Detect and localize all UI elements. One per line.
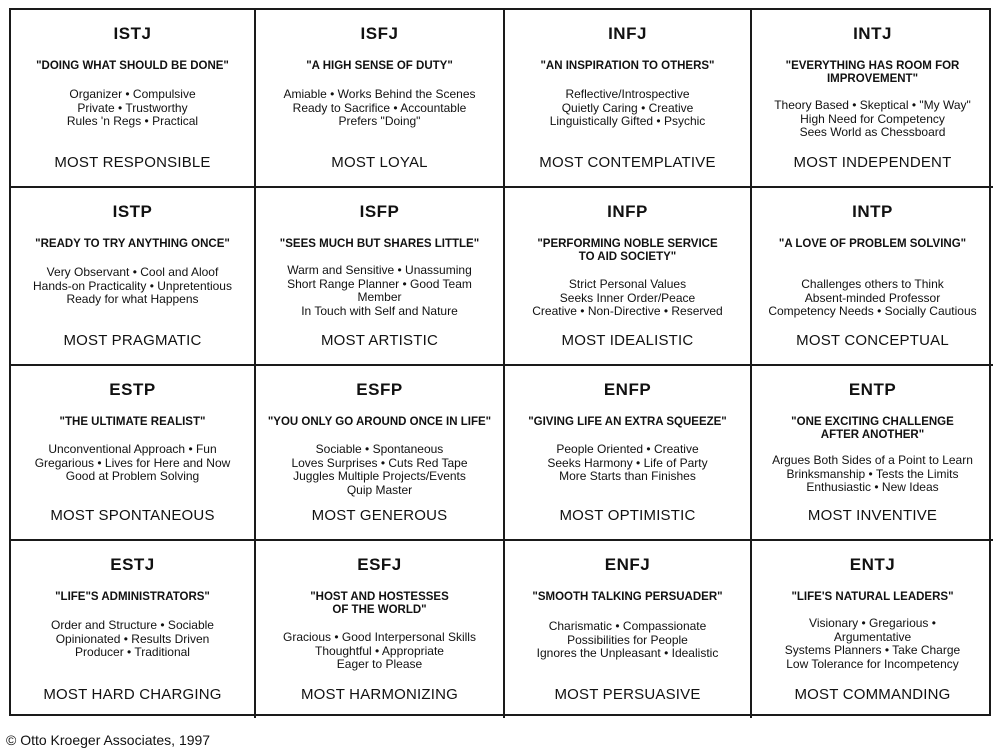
motto-line: "GIVING LIFE AN EXTRA SQUEEZE"	[528, 416, 727, 428]
trait-line: Good at Problem Solving	[65, 469, 200, 483]
type-code: ESFJ	[357, 555, 402, 574]
type-superlative: MOST INVENTIVE	[807, 507, 938, 524]
trait-line: Quip Master	[346, 482, 413, 497]
type-superlative: MOST PERSUASIVE	[554, 686, 701, 703]
type-code: INTP	[852, 202, 893, 221]
motto-line: "READY TO TRY ANYTHING ONCE"	[35, 238, 230, 250]
trait-line: Systems Planners • Take Charge	[784, 643, 961, 657]
trait-line: Argues Both Sides of a Point to Learn	[772, 453, 973, 467]
type-code: ISTP	[112, 202, 153, 221]
trait-line: Brinksmanship • Tests the Limits	[786, 466, 959, 481]
type-motto	[15, 238, 250, 251]
trait-line: Creative • Non-Directive • Reserved	[532, 304, 723, 318]
type-superlative: MOST IDEALISTIC	[561, 332, 694, 349]
type-code: ISTJ	[113, 24, 152, 43]
trait-line: Ignores the Unpleasant • Idealistic	[536, 646, 719, 660]
motto-line: "PERFORMING NOBLE SERVICE	[537, 238, 718, 250]
motto-line: "SMOOTH TALKING PERSUADER"	[532, 591, 723, 603]
trait-line: Seeks Inner Order/Peace	[559, 290, 696, 305]
type-cell	[505, 10, 752, 188]
type-code: ESFP	[356, 380, 403, 399]
type-code: INTJ	[853, 24, 892, 43]
motto-line: "SEES MUCH BUT SHARES LITTLE"	[279, 238, 480, 250]
motto-line: "AN INSPIRATION TO OTHERS"	[540, 60, 715, 72]
trait-line: Quietly Caring • Creative	[561, 100, 694, 115]
type-motto	[260, 60, 499, 73]
motto-line: "DOING WHAT SHOULD BE DONE"	[36, 60, 229, 72]
trait-line: Warm and Sensitive • Unassuming	[287, 263, 472, 277]
trait-line: Seeks Harmony • Life of Party	[547, 455, 708, 470]
type-superlative: MOST CONTEMPLATIVE	[539, 154, 716, 171]
personality-type-grid	[9, 8, 991, 716]
type-motto	[509, 416, 746, 429]
trait-line: Rules 'n Regs • Practical	[66, 114, 199, 128]
trait-line: In Touch with Self and Nature	[301, 303, 458, 318]
trait-line: Strict Personal Values	[568, 277, 687, 291]
type-cell	[256, 366, 505, 541]
type-superlative: MOST ARTISTIC	[320, 332, 439, 349]
motto-line: "A LOVE OF PROBLEM SOLVING"	[778, 238, 967, 250]
type-cell	[256, 541, 505, 718]
type-traits	[13, 443, 252, 484]
type-superlative: MOST OPTIMISTIC	[559, 507, 696, 524]
trait-line: Gregarious • Lives for Here and Now	[34, 455, 231, 470]
trait-line: More Starts than Finishes	[559, 469, 696, 483]
type-cell	[256, 10, 505, 188]
trait-line: Very Observant • Cool and Aloof	[46, 265, 219, 279]
type-code: ENTP	[848, 380, 897, 399]
motto-line: AFTER ANOTHER"	[820, 429, 925, 441]
type-motto	[260, 591, 499, 617]
motto-line: OF THE WORLD"	[332, 604, 427, 616]
trait-line: Sociable • Spontaneous	[315, 442, 444, 456]
type-code: ESTJ	[110, 555, 155, 574]
trait-line: Visionary • Gregarious •	[809, 616, 936, 630]
trait-line: Unconventional Approach • Fun	[48, 442, 217, 456]
type-code: ENTJ	[849, 555, 896, 574]
trait-line: Possibilities for People	[567, 632, 688, 647]
type-superlative: MOST HARD CHARGING	[43, 686, 222, 703]
copyright-notice: © Otto Kroeger Associates, 1997	[6, 732, 211, 748]
type-superlative: MOST HARMONIZING	[300, 686, 459, 703]
motto-line: TO AID SOCIETY"	[578, 251, 677, 263]
type-motto	[15, 416, 250, 429]
trait-line: Loves Surprises • Cuts Red Tape	[291, 455, 468, 470]
type-traits	[258, 88, 501, 129]
trait-line: Sees World as Chessboard	[799, 125, 946, 139]
type-traits	[507, 88, 748, 129]
type-traits	[754, 454, 991, 495]
trait-line: Short Range Planner • Good Team	[287, 276, 472, 291]
trait-line: People Oriented • Creative	[556, 442, 699, 456]
type-superlative: MOST COMMANDING	[794, 686, 951, 703]
type-motto	[509, 60, 746, 73]
type-motto	[15, 60, 250, 73]
type-cell	[11, 366, 256, 541]
type-motto	[756, 238, 989, 251]
type-cell	[256, 188, 505, 366]
type-code: INFP	[607, 202, 648, 221]
type-superlative: MOST SPONTANEOUS	[50, 507, 215, 524]
type-traits	[754, 99, 991, 140]
motto-line: "ONE EXCITING CHALLENGE	[791, 416, 954, 428]
trait-line: Reflective/Introspective	[565, 87, 690, 101]
type-traits	[507, 278, 748, 319]
type-superlative: MOST INDEPENDENT	[793, 154, 952, 171]
type-code: ISFP	[359, 202, 400, 221]
trait-line: Low Tolerance for Incompetency	[786, 656, 959, 671]
type-cell	[752, 541, 993, 718]
type-cell	[752, 10, 993, 188]
trait-line: Linguistically Gifted • Psychic	[549, 114, 706, 128]
type-cell	[11, 188, 256, 366]
type-cell	[11, 10, 256, 188]
trait-line: Prefers "Doing"	[338, 114, 421, 128]
type-code: ENFJ	[604, 555, 651, 574]
trait-line: Absent-minded Professor	[804, 290, 941, 305]
motto-line: "THE ULTIMATE REALIST"	[59, 416, 206, 428]
type-motto	[756, 416, 989, 442]
type-motto	[756, 591, 989, 604]
type-cell	[752, 366, 993, 541]
type-traits	[13, 619, 252, 660]
type-code: ENFP	[603, 380, 652, 399]
type-motto	[260, 416, 499, 429]
type-superlative: MOST GENEROUS	[311, 507, 448, 524]
type-traits	[13, 266, 252, 307]
type-superlative: MOST PRAGMATIC	[63, 332, 202, 349]
trait-line: Hands-on Practicality • Unpretentious	[33, 278, 232, 293]
trait-line: Private • Trustworthy	[77, 100, 188, 115]
trait-line: Ready for what Happens	[66, 292, 199, 306]
type-superlative: MOST CONCEPTUAL	[796, 332, 949, 349]
type-traits	[507, 443, 748, 484]
trait-line: Organizer • Compulsive	[69, 87, 196, 101]
type-cell	[752, 188, 993, 366]
motto-line: "YOU ONLY GO AROUND ONCE IN LIFE"	[267, 416, 492, 428]
trait-line: Opinionated • Results Driven	[55, 631, 210, 646]
trait-line: High Need for Competency	[800, 111, 945, 126]
trait-line: Theory Based • Skeptical • "My Way"	[774, 98, 971, 112]
type-motto	[260, 238, 499, 251]
trait-line: Challenges others to Think	[801, 277, 944, 291]
type-traits	[13, 88, 252, 129]
type-cell	[505, 188, 752, 366]
type-code: INFJ	[608, 24, 647, 43]
trait-line: Enthusiastic • New Ideas	[806, 480, 939, 494]
type-motto	[756, 60, 989, 86]
motto-line: "HOST AND HOSTESSES	[310, 591, 449, 603]
type-traits	[754, 278, 991, 319]
trait-line: Competency Needs • Socially Cautious	[768, 304, 977, 318]
trait-line: Member	[357, 290, 402, 304]
type-cell	[505, 541, 752, 718]
motto-line: "A HIGH SENSE OF DUTY"	[306, 60, 453, 72]
type-traits	[258, 443, 501, 497]
type-traits	[258, 631, 501, 672]
motto-line: "EVERYTHING HAS ROOM FOR	[785, 60, 960, 72]
motto-line: IMPROVEMENT"	[826, 73, 919, 85]
type-cell	[11, 541, 256, 718]
trait-line: Order and Structure • Sociable	[51, 618, 214, 632]
type-superlative: MOST RESPONSIBLE	[54, 154, 211, 171]
type-traits	[258, 264, 501, 318]
trait-line: Argumentative	[833, 629, 912, 644]
type-cell	[505, 366, 752, 541]
type-code: ESTP	[109, 380, 156, 399]
type-superlative: MOST LOYAL	[331, 154, 428, 171]
trait-line: Charismatic • Compassionate	[548, 619, 707, 633]
type-motto	[509, 238, 746, 264]
motto-line: "LIFE"S ADMINISTRATORS"	[55, 591, 210, 603]
trait-line: Gracious • Good Interpersonal Skills	[283, 630, 476, 644]
type-motto	[15, 591, 250, 604]
trait-line: Eager to Please	[336, 657, 423, 671]
type-traits	[507, 620, 748, 661]
type-motto	[509, 591, 746, 604]
trait-line: Producer • Traditional	[75, 645, 190, 659]
type-traits	[754, 617, 991, 671]
trait-line: Ready to Sacrifice • Accountable	[292, 100, 467, 115]
type-code: ISFJ	[360, 24, 399, 43]
trait-line: Amiable • Works Behind the Scenes	[283, 87, 476, 101]
trait-line: Thoughtful • Appropriate	[315, 643, 444, 658]
trait-line: Juggles Multiple Projects/Events	[293, 469, 466, 483]
motto-line: "LIFE'S NATURAL LEADERS"	[791, 591, 954, 603]
